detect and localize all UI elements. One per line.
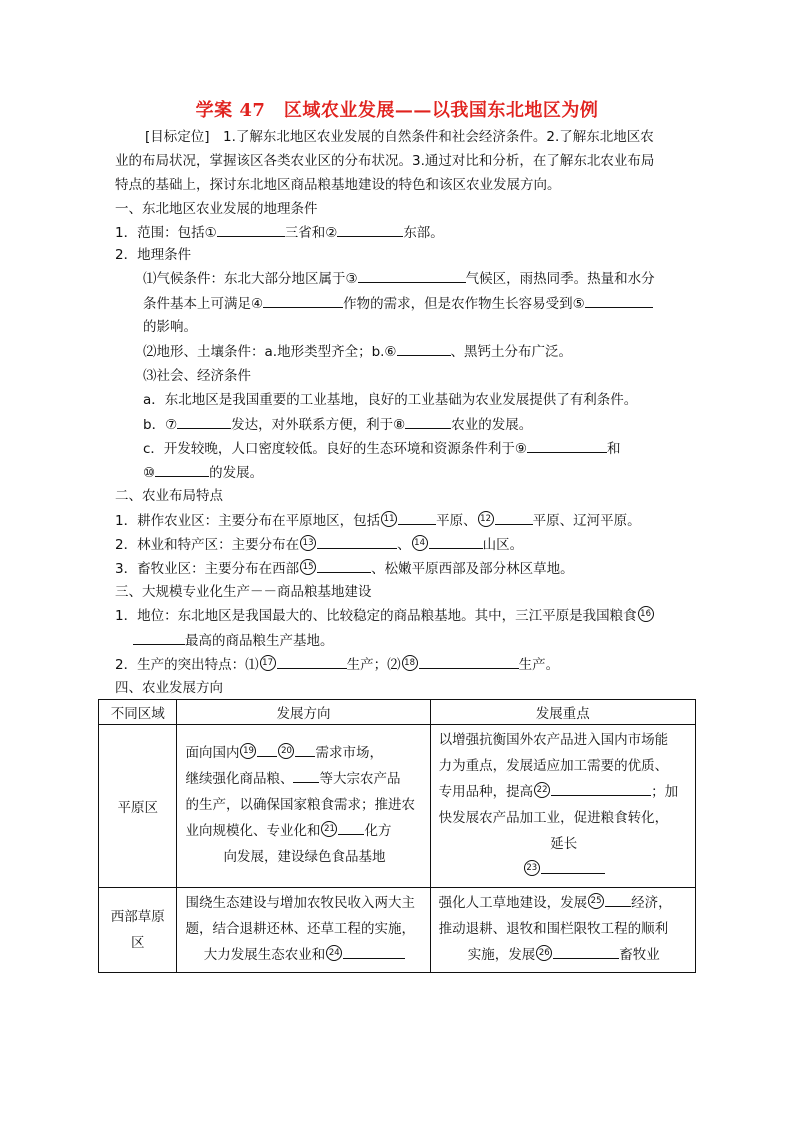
header-focus: 发展重点 <box>430 700 695 725</box>
social-heading: ⑶社会、经济条件 <box>143 368 251 384</box>
section-1-heading: 一、东北地区农业发展的地理条件 <box>115 201 318 217</box>
grassland-direction-cell: 围绕生态建设与增加农牧民收入两大主 题，结合退耕还林、还草工程的实施， 大力发展生态农业和 24 <box>177 888 430 973</box>
blank-24[interactable] <box>343 944 405 959</box>
table-row <box>99 888 696 973</box>
number-15-badge: 15 <box>300 559 316 575</box>
climate-line-3: 的影响。 <box>143 319 197 335</box>
number-25-badge: 25 <box>588 893 604 909</box>
blank-20[interactable] <box>295 742 315 757</box>
blank-13[interactable] <box>317 534 397 549</box>
social-b: b．⑦ 发达，对外联系方便，利于⑧ 农业的发展。 <box>143 414 532 435</box>
blank-10[interactable] <box>155 462 209 477</box>
blank-22[interactable] <box>551 781 651 796</box>
number-19-badge: 19 <box>240 743 256 759</box>
region-plain: 平原区 <box>99 725 177 888</box>
number-12-badge: 12 <box>478 511 494 527</box>
blank-5[interactable] <box>585 293 653 308</box>
number-16-badge: 16 <box>638 606 654 622</box>
position-line: 1．地位：东北地区是我国最大的、比较稳定的商品粮基地。其中，三江平原是我国粮食 16 <box>115 606 655 626</box>
number-14-badge: 14 <box>412 535 428 551</box>
layout-line-3: 3．畜牧业区：主要分布在西部 15 、松嫩平原西部及部分林区草地。 <box>115 558 574 579</box>
climate-line-2: 条件基本上可满足④ 作物的需求，但是农作物生长容易受到⑤ <box>143 293 653 314</box>
blank-9[interactable] <box>527 438 607 453</box>
blank-12[interactable] <box>495 510 533 525</box>
blank-16[interactable] <box>133 630 185 645</box>
social-c-2: ⑩ 的发展。 <box>143 462 263 483</box>
blank-21[interactable] <box>338 820 364 835</box>
blank-26[interactable] <box>553 944 619 959</box>
number-23-badge: 23 <box>524 860 540 876</box>
blank-6[interactable] <box>397 341 451 356</box>
plain-focus-cell: 以增强抗衡国外农产品进入国内市场能 力为重点，发展适应加工需要的优质、 专用品种，提高 22 ；加 快发展农产品加工业，促进粮食转化， 延长 23 <box>430 725 695 888</box>
plain-direction-cell: 面向国内 19 20 需求市场， 继续强化商品粮、 等大宗农产品 的生产，以确保国家粮食需求；推进农 业向规模化、专业化和 21 化方 向发展，建设绿色食品基地 <box>177 725 430 888</box>
blank-19[interactable] <box>257 742 277 757</box>
number-13-badge: 13 <box>300 535 316 551</box>
goal-line-2: 业的布局状况，掌握该区各类农业区的分布状况。3.通过对比和分析，在了解东北农业布局 <box>115 153 655 169</box>
number-20-badge: 20 <box>278 743 294 759</box>
blank-23[interactable] <box>541 859 605 874</box>
blank-1[interactable] <box>217 222 285 237</box>
blank-15[interactable] <box>317 558 371 573</box>
table-row <box>99 725 696 888</box>
number-22-badge: 22 <box>534 782 550 798</box>
blank-2[interactable] <box>337 222 403 237</box>
blank-3[interactable] <box>358 268 466 283</box>
layout-line-1: 1．耕作农业区：主要分布在平原地区，包括 11 平原、 12 平原、辽河平原。 <box>115 510 641 531</box>
blank-11[interactable] <box>398 510 436 525</box>
blank-25[interactable] <box>605 892 631 907</box>
blank-8[interactable] <box>405 414 451 429</box>
header-direction: 发展方向 <box>177 700 430 725</box>
climate-line-1: ⑴气候条件：东北大部分地区属于③ 气候区，雨热同季。热量和水分 <box>143 268 655 289</box>
header-region: 不同区域 <box>99 700 177 725</box>
section-4-heading: 四、农业发展方向 <box>115 680 223 696</box>
blank-17[interactable] <box>277 654 347 669</box>
position-line-2: 最高的商品粮生产基地。 <box>133 630 334 651</box>
number-17-badge: 17 <box>260 655 276 671</box>
blank-14[interactable] <box>429 534 483 549</box>
terrain-line: ⑵地形、土壤条件：a.地形类型齐全；b.⑥ 、黑钙土分布广泛。 <box>143 341 572 362</box>
social-c-1: c．开发较晚，人口密度较低。良好的生态环境和资源条件利于⑨ 和 <box>143 438 621 459</box>
number-26-badge: 26 <box>536 945 552 961</box>
social-a: a．东北地区是我国重要的工业基地，良好的工业基础为农业发展提供了有利条件。 <box>143 392 638 408</box>
goal-line-3: 特点的基础上，探讨东北地区商品粮基地建设的特色和该区农业发展方向。 <box>115 177 561 193</box>
section-2-heading: 二、农业布局特点 <box>115 488 223 504</box>
blank-4[interactable] <box>263 293 343 308</box>
grassland-focus-cell: 强化人工草地建设，发展 25 经济， 推动退耕、退牧和围栏限牧工程的顺利 实施，发展 26 畜牧业 <box>430 888 695 973</box>
region-western-grassland: 西部草原区 <box>99 888 177 973</box>
goal-tag: [目标定位] <box>145 129 210 145</box>
geo-heading: 2．地理条件 <box>115 247 192 263</box>
range-line: 1．范围：包括① 三省和② 东部。 <box>115 222 444 243</box>
table-header-row <box>99 700 696 725</box>
number-11-badge: 11 <box>381 511 397 527</box>
page-title: 学案 47 区域农业发展——以我国东北地区为例 <box>195 100 599 121</box>
section-3-heading: 三、大规模专业化生产－－商品粮基地建设 <box>115 584 372 600</box>
goal-line-1: [目标定位] 1.了解东北地区农业发展的自然条件和社会经济条件。2.了解东北地区农 <box>145 129 654 145</box>
number-18-badge: 18 <box>402 655 418 671</box>
layout-line-2: 2．林业和特产区：主要分布在 13 、 14 山区。 <box>115 534 523 555</box>
feature-line: 2．生产的突出特点：⑴ 17 生产；⑵ 18 生产。 <box>115 654 559 675</box>
blank-20b[interactable] <box>293 768 319 783</box>
development-table <box>98 699 696 973</box>
number-24-badge: 24 <box>326 945 342 961</box>
blank-7[interactable] <box>177 414 231 429</box>
blank-18[interactable] <box>419 654 519 669</box>
number-21-badge: 21 <box>321 821 337 837</box>
